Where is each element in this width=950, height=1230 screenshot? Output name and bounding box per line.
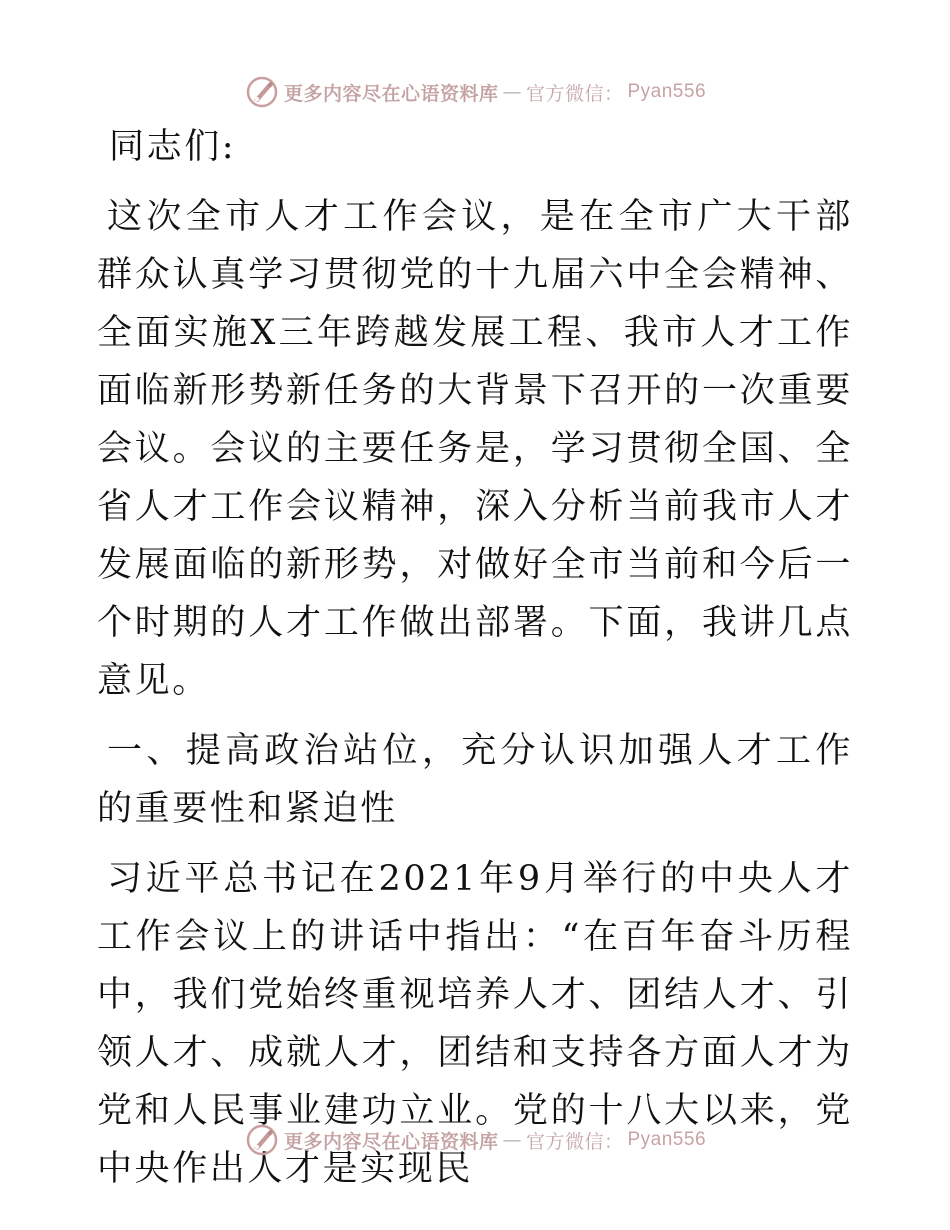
paragraph-opening: 这次全市人才工作会议，是在全市广大干部群众认真学习贯彻党的十九届六中全会精神、全面实施X三年跨越发展工程、我市人才工作面临新形势新任务的大背景下召开的一次重要会议。会议的主要任务是，学习贯彻全国、全省人才工作会议精神，深入分析当前我市人才发展面临的新形势，对做好全市当前和今后一个时期的人才工作做出部署。下面，我讲几点意见。 (97, 197, 853, 701)
salutation: 同志们: (109, 127, 237, 167)
watermark-separator: — (502, 81, 522, 103)
footer-watermark-banner (0, 1120, 950, 1160)
watermark-sub-text: 官方微信： (525, 1130, 624, 1153)
header-watermark-banner (0, 72, 950, 112)
watermark-sub-text: 官方微信： (525, 82, 624, 105)
watermark-wechat-id: Pyan556 (627, 1129, 707, 1150)
pen-nib-logo-icon (244, 1122, 280, 1158)
section-heading-1: 一、提高政治站位，充分认识加强人才工作的重要性和紧迫性 (97, 731, 853, 829)
paragraph-section-1: 习近平总书记在2021年9月举行的中央人才工作会议上的讲话中指出：“在百年奋斗历程中，我们党始终重视培养人才、团结人才、引领人才、成就人才，团结和支持各方面人才为党和人民事业建功立业。党的十八大以来，党中央作出人才是实现民 (97, 859, 853, 1189)
document-body (97, 118, 853, 1198)
watermark-separator: — (502, 1129, 522, 1151)
pen-nib-logo-icon (244, 74, 280, 110)
watermark-main-text: 更多内容尽在心语资料库 (283, 1130, 499, 1153)
watermark-wechat-id: Pyan556 (627, 81, 707, 102)
watermark-main-text: 更多内容尽在心语资料库 (283, 82, 499, 105)
